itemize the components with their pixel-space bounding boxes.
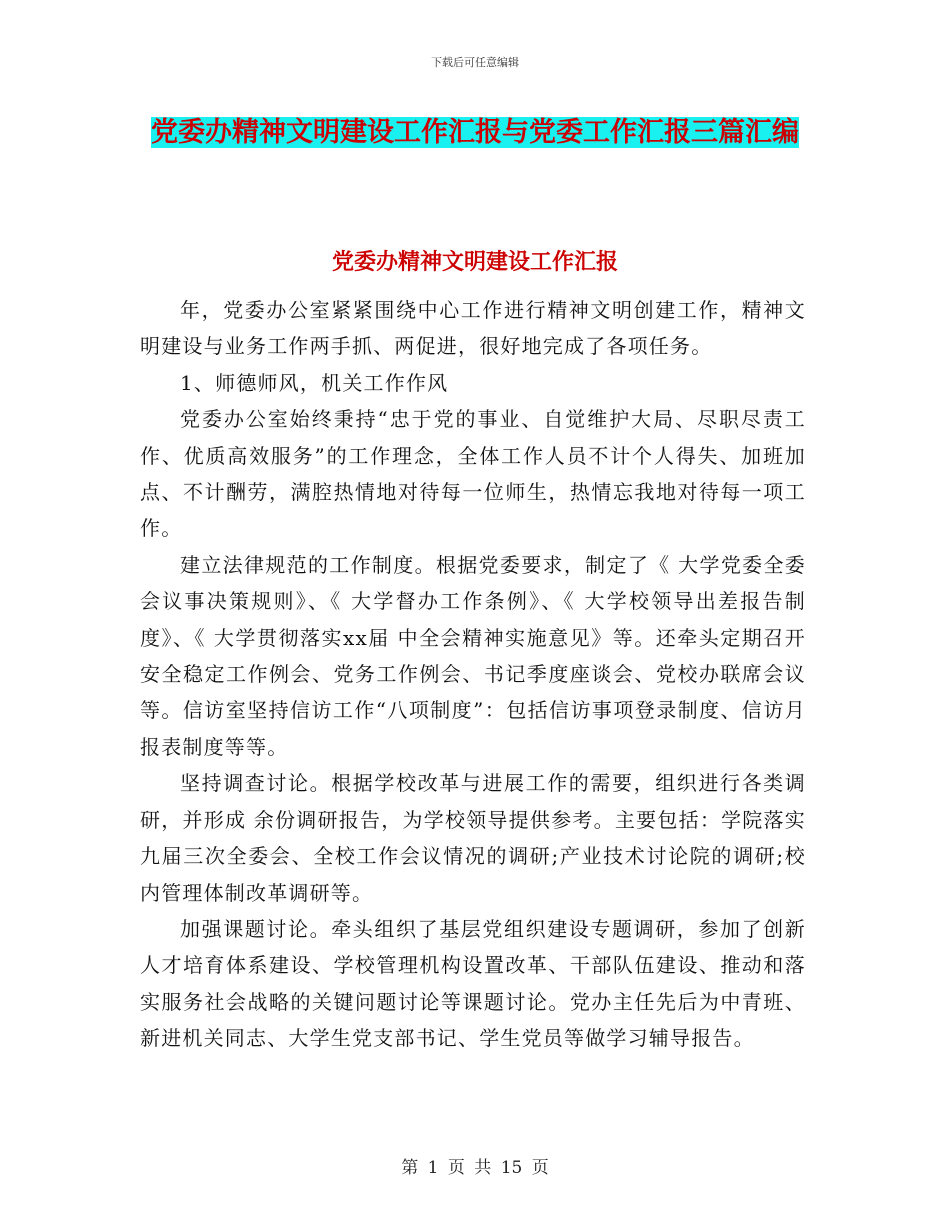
section-title: 党委办精神文明建设工作汇报 [331, 249, 618, 275]
paragraph: 1、师德师风，机关工作作风 [180, 370, 449, 395]
header-note: 下载后可任意编辑 [431, 56, 519, 69]
body-text [140, 292, 806, 1057]
document-title-text: 党委办精神文明建设工作汇报与党委工作汇报三篇汇编 [151, 117, 799, 148]
paragraph: 加强课题讨论。牵头组织了基层党组织建设专题调研，参加了创新人才培育体系建设、学校管理机构设置改革、干部队伍建设、推动和落实服务社会战略的关键问题讨论等课题讨论。党办主任先后为中青班、新进机关同志、大学生党支部书记、学生党员等做学习辅导报告。 [140, 916, 806, 1051]
paragraph: 坚持调查讨论。根据学校改革与进展工作的需要，组织进行各类调研，并形成 余份调研报告，为学校领导提供参考。主要包括：学院落实九届三次全委会、全校工作会议情况的调研;产业技术讨论院的调研;校内管理体制改革调研等。 [140, 771, 806, 905]
page-number: 第 1 页 共 15 页 [401, 1158, 549, 1178]
paragraph: 党委办公室始终秉持“忠于党的事业、自觉维护大局、尽职尽责工作、优质高效服务”的工作理念，全体工作人员不计个人得失、加班加点、不计酬劳，满腔热情地对待每一位师生，热情忘我地对待每一项工作。 [140, 407, 806, 541]
paragraph: 建立法律规范的工作制度。根据党委要求，制定了《 大学党委全委会议事决策规则》、《 大学督办工作条例》、《 大学校领导出差报告制度》、《 大学贯彻落实xx届 中全会精神实施意见》等。还牵头定期召开安全稳定工作例会、党务工作例会、书记季度座谈会、党校办联席会议等。信访室坚持信访工作“八项制度”：包括信访事项登录制度、信访月报表制度等等。 [140, 552, 806, 759]
document-title [140, 110, 810, 155]
paragraph: 年，党委办公室紧紧围绕中心工作进行精神文明创建工作，精神文明建设与业务工作两手抓、两促进，很好地完成了各项任务。 [140, 298, 806, 359]
